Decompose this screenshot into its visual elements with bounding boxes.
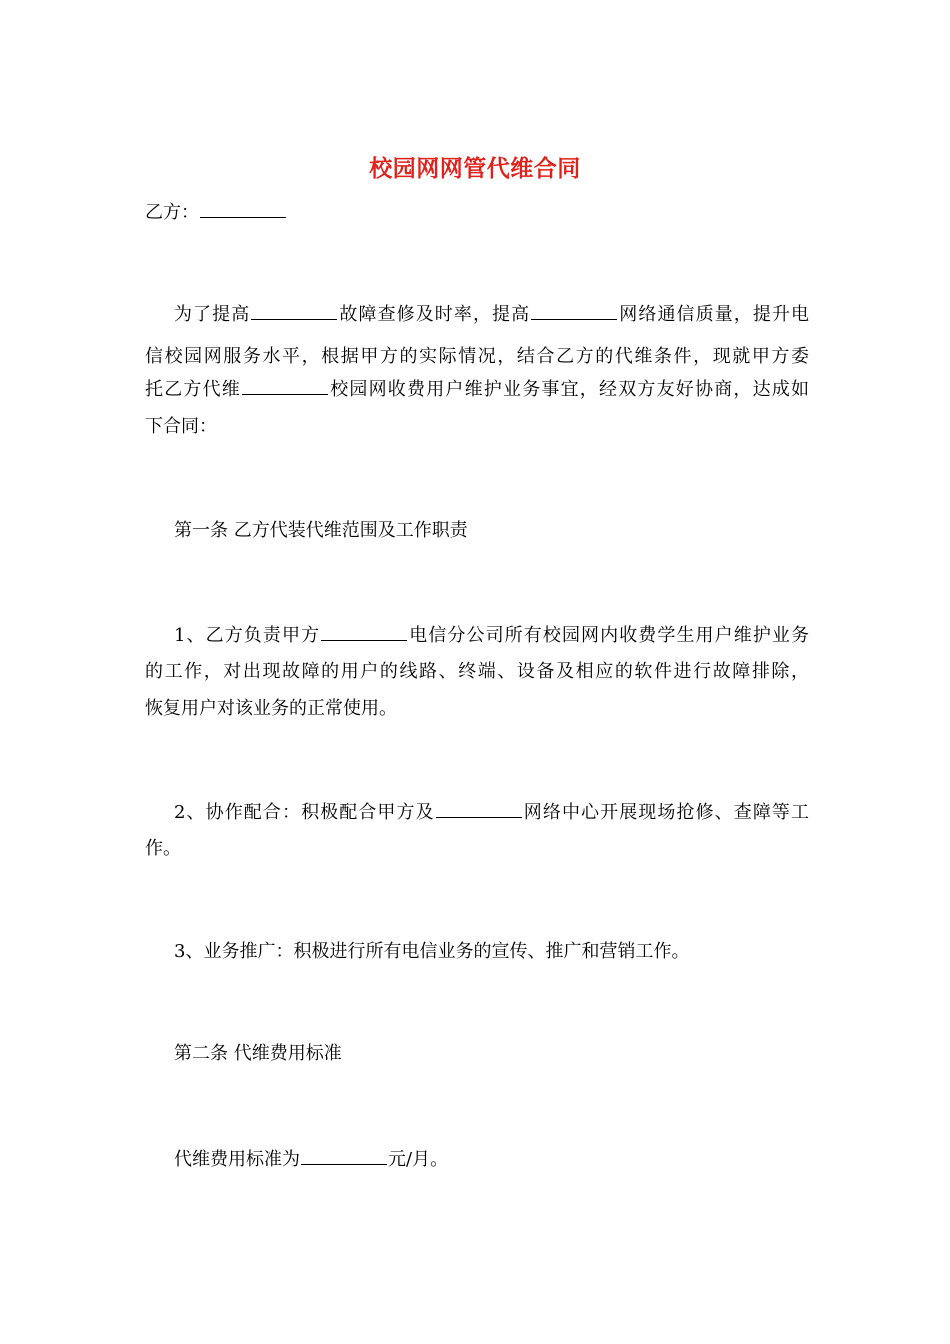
party-b-line (145, 196, 809, 229)
item-3-text: 3、业务推广：积极进行所有电信业务的宣传、推广和营销工作。 (174, 941, 690, 962)
item-2-text-1: 2、协作配合：积极配合甲方及 (174, 802, 435, 823)
item-1-blank (321, 622, 407, 641)
article-2-heading (145, 1037, 838, 1070)
item-1-line-2 (145, 655, 809, 688)
item-1-text-line3: 恢复用户对该业务的正常使用。 (145, 698, 397, 719)
item-1-line-1 (145, 619, 809, 652)
item-3-line (145, 935, 838, 968)
fee-blank (301, 1146, 387, 1165)
party-b-label: 乙方： (145, 202, 199, 223)
fee-line (145, 1143, 838, 1176)
item-1-text-line2: 的工作，对出现故障的用户的线路、终端、设备及相应的软件进行故障排除， (145, 661, 809, 682)
intro-text-5: 校园网收费用户维护业务事宜，经双方友好协商，达成如 (329, 379, 809, 400)
fee-text-2: 元/月。 (388, 1149, 449, 1170)
item-1-text-2: 电信分公司所有校园网内收费学生用户维护业务 (408, 625, 809, 646)
intro-line-3 (145, 373, 809, 406)
item-2-blank (436, 799, 522, 818)
article-1-heading (145, 514, 838, 547)
article-2-heading-text: 第二条 代维费用标准 (174, 1043, 342, 1064)
item-1-line-3 (145, 692, 809, 725)
item-2-line-1 (145, 796, 809, 829)
intro-blank-3 (242, 376, 328, 395)
document-title: 校园网网管代维合同 (369, 155, 581, 182)
intro-line-2 (145, 340, 809, 373)
item-2-text-line2: 作。 (145, 838, 181, 859)
intro-blank-1 (251, 301, 337, 320)
item-2-text-2: 网络中心开展现场抢修、查障等工 (522, 802, 810, 823)
intro-text-line4: 下合同： (145, 416, 217, 437)
party-b-blank (200, 199, 286, 218)
intro-text-4: 托乙方代维 (145, 379, 241, 400)
fee-text-1: 代维费用标准为 (174, 1149, 300, 1170)
intro-line-1 (145, 298, 809, 331)
intro-text-1: 为了提高 (174, 304, 251, 325)
item-1-text-1: 1、乙方负责甲方 (174, 625, 321, 646)
intro-text-2: 故障查修及时率，提高 (338, 304, 531, 325)
intro-line-4 (145, 410, 809, 443)
intro-text-3: 网络通信质量，提升电 (618, 304, 810, 325)
article-1-heading-text: 第一条 乙方代装代维范围及工作职责 (174, 520, 468, 541)
item-2-line-2 (145, 832, 809, 865)
intro-blank-2 (531, 301, 617, 320)
intro-text-line2: 信校园网服务水平，根据甲方的实际情况，结合乙方的代维条件，现就甲方委 (145, 346, 809, 367)
